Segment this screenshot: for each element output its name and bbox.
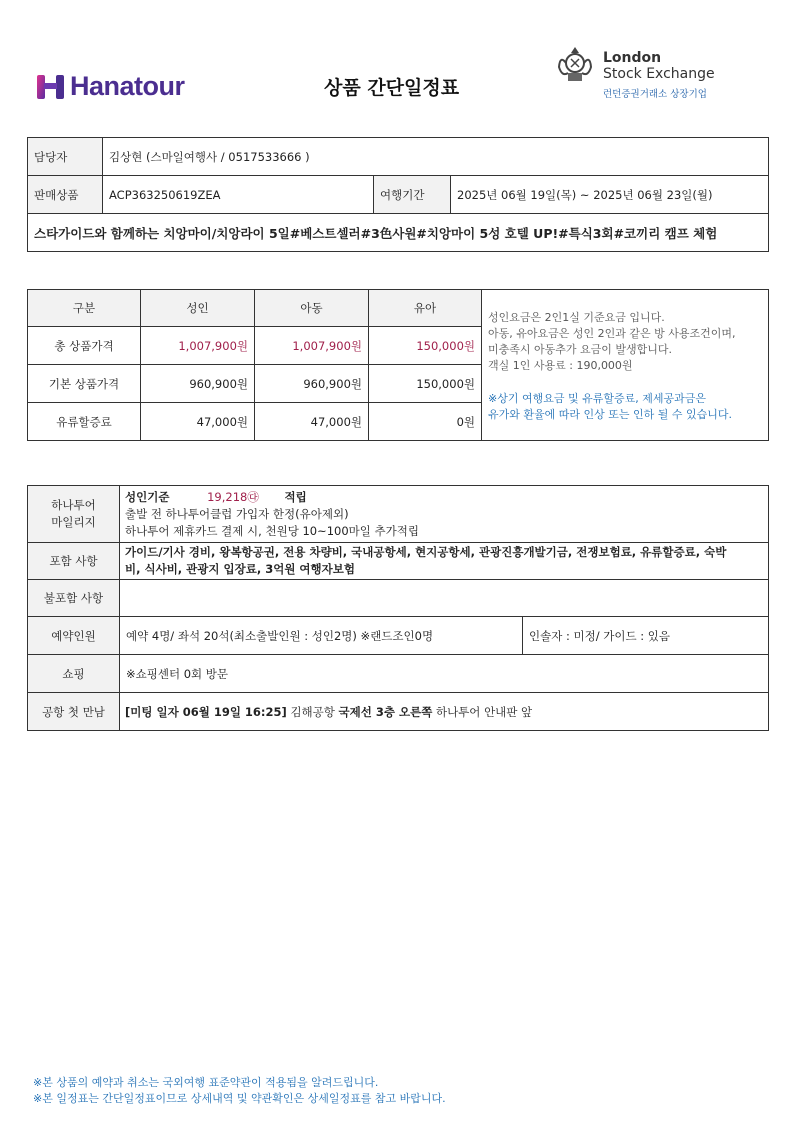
footer-line: ※본 일정표는 간단일정표이므로 상세내역 및 약관확인은 상세일정표를 참고 바랍니다.: [33, 1092, 446, 1105]
excluded-label: 불포함 사항: [28, 580, 120, 617]
adult-price: 1,007,900원: [141, 327, 255, 365]
note-line: 객실 1인 사용료 : 190,000원: [488, 359, 633, 372]
hanatour-logo: [36, 70, 185, 102]
meeting-date: [미팅 일자 06월 19일 16:25]: [125, 704, 287, 719]
price-header-adult: 성인: [141, 290, 255, 327]
infant-price: 0원: [369, 403, 482, 441]
meeting-text: 하나투어 안내판 앞: [432, 704, 533, 719]
lse-subtitle: 런던증권거래소 상장기업: [603, 89, 707, 100]
note-blue-line: 유가와 환율에 따라 인상 또는 인하 될 수 있습니다.: [488, 408, 732, 421]
meeting-place: 국제선 3층 오른쪽: [338, 704, 433, 719]
manager-value: 김상현 (스마일여행사 / 0517533666 ): [103, 138, 769, 176]
product-code: ACP363250619ZEA: [103, 176, 374, 214]
infant-price: 150,000원: [369, 327, 482, 365]
note-line: 미충족시 아동추가 요금이 발생합니다.: [488, 343, 673, 356]
booking-value: 예약 4명/ 좌석 20석(최소출발인원 : 성인2명) ※랜드조인0명: [120, 617, 523, 655]
meeting-label: 공항 첫 만남: [28, 693, 120, 731]
child-price: 47,000원: [255, 403, 369, 441]
mileage-label-line: 마일리지: [51, 515, 96, 529]
booking-label: 예약인원: [28, 617, 120, 655]
price-header-infant: 유아: [369, 290, 482, 327]
mileage-label-line: 하나투어: [51, 498, 96, 512]
excluded-value: [120, 580, 769, 617]
adult-price: 47,000원: [141, 403, 255, 441]
hanatour-mark-icon: [36, 72, 66, 100]
escort-value: 인솔자 : 미정/ 가이드 : 있음: [523, 617, 769, 655]
brand-name: Hanatour: [70, 70, 185, 101]
product-label: 판매상품: [28, 176, 103, 214]
page-title: 상품 간단일정표: [324, 77, 460, 99]
lse-name-line2: Stock Exchange: [603, 66, 715, 82]
price-header-child: 아동: [255, 290, 369, 327]
child-price: 960,900원: [255, 365, 369, 403]
note-line: 아동, 유아요금은 성인 2인과 같은 방 사용조건이며,: [488, 327, 736, 340]
shopping-value: ※쇼핑센터 0회 방문: [120, 655, 769, 693]
shopping-label: 쇼핑: [28, 655, 120, 693]
row-label: 기본 상품가격: [28, 365, 141, 403]
included-line: 비, 식사비, 관광지 입장료, 3억원 여행자보험: [125, 562, 355, 576]
adult-price: 960,900원: [141, 365, 255, 403]
period-label: 여행기간: [374, 176, 451, 214]
mileage-value: [120, 486, 769, 543]
product-title: 스타가이드와 함께하는 치앙마이/치앙라이 5일#베스트셀러#3色사원#치앙마이 5성 호텔 UP!#특식3회#코끼리 캠프 체험: [28, 214, 769, 252]
infant-price: 150,000원: [369, 365, 482, 403]
mileage-basis: 성인기준: [125, 489, 170, 504]
details-table: [27, 485, 769, 731]
price-notes: [482, 290, 769, 441]
included-line: 가이드/기사 경비, 왕복항공권, 전용 차량비, 국내공항세, 현지공항세, 관광진흥개발기금, 전쟁보험료, 유류할증료, 숙박: [125, 545, 727, 559]
included-value: [120, 543, 769, 580]
meeting-text: 김해공항: [286, 704, 339, 719]
mileage-card: 하나투어 제휴카드 결제 시, 천원당 10~100마일 추가적립: [125, 523, 419, 538]
mileage-amount: 19,218㉰: [207, 489, 259, 504]
footer-note: [33, 1075, 446, 1107]
lse-logo: [556, 45, 726, 100]
manager-label: 담당자: [28, 138, 103, 176]
mileage-accrue: 적립: [284, 489, 307, 504]
row-label: 총 상품가격: [28, 327, 141, 365]
crest-icon: [556, 45, 594, 85]
mileage-label: [28, 486, 120, 543]
price-table: [27, 289, 769, 441]
period-value: 2025년 06월 19일(목) ~ 2025년 06월 23일(월): [451, 176, 769, 214]
note-blue-line: ※상기 여행요금 및 유류할증료, 제세공과금은: [488, 392, 706, 405]
price-header-category: 구분: [28, 290, 141, 327]
footer-line: ※본 상품의 예약과 취소는 국외여행 표준약관이 적용됨을 알려드립니다.: [33, 1076, 379, 1089]
row-label: 유류할증료: [28, 403, 141, 441]
child-price: 1,007,900원: [255, 327, 369, 365]
meeting-value: [120, 693, 769, 731]
included-label: 포함 사항: [28, 543, 120, 580]
info-table: [27, 137, 769, 252]
note-line: 성인요금은 2인1실 기준요금 입니다.: [488, 311, 665, 324]
lse-name-line1: London: [603, 50, 662, 66]
mileage-condition: 출발 전 하나투어클럽 가입자 한정(유아제외): [125, 506, 349, 521]
